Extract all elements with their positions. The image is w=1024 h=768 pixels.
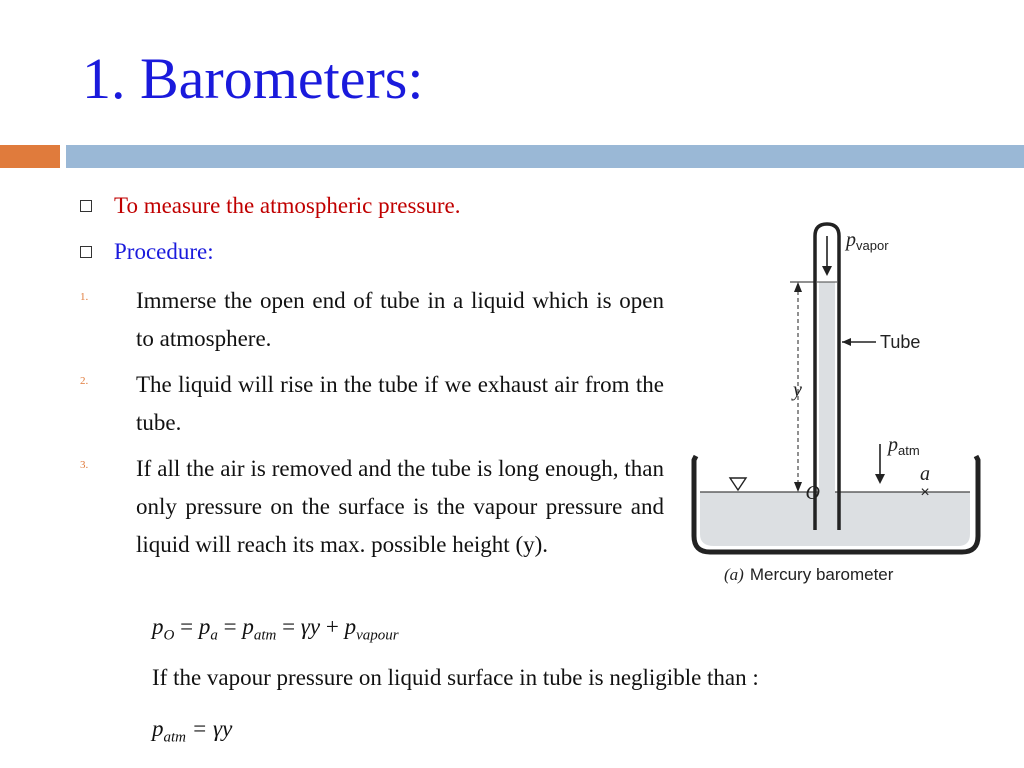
- eq-symbol: p: [152, 614, 164, 639]
- point-a-marker-icon: ×: [920, 484, 930, 501]
- height-y-label: y: [793, 379, 802, 401]
- eq-operator: =: [174, 614, 199, 639]
- point-a-label: a: [920, 463, 930, 485]
- eq-subscript: atm: [163, 729, 186, 746]
- eq-symbol: p: [242, 614, 254, 639]
- eq-symbol: p: [152, 716, 164, 741]
- arrow-head-icon: [875, 474, 885, 484]
- title-accent-bar-blue: [66, 145, 1024, 168]
- title-accent-bar-orange: [0, 145, 60, 168]
- bullet-procedure-text: Procedure:: [114, 239, 214, 264]
- eq-operator: =: [217, 614, 243, 639]
- bullet-purpose-text: To measure the atmospheric pressure.: [114, 193, 461, 218]
- procedure-step-1: [80, 282, 664, 358]
- step-text: Immerse the open end of tube in a liquid which is open to atmosphere.: [136, 288, 664, 351]
- arrow-head-icon: [794, 482, 802, 492]
- step-number: 1.: [80, 291, 89, 303]
- step-text: The liquid will rise in the tube if we exhaust air from the tube.: [136, 372, 664, 435]
- free-surface-symbol-icon: [730, 478, 746, 490]
- figure-caption: (a) Mercury barometer: [724, 565, 894, 584]
- eq-symbol: γy: [300, 614, 321, 639]
- bullet-procedure: [80, 238, 214, 266]
- pressure-equation: [152, 614, 399, 645]
- mercury-barometer-diagram: [686, 216, 982, 596]
- procedure-step-3: [80, 450, 664, 564]
- point-o-label: O: [805, 482, 820, 504]
- step-number: 3.: [80, 459, 89, 471]
- tube-mercury-column: [819, 282, 835, 530]
- arrow-head-icon: [794, 282, 802, 292]
- eq-rhs: = γy: [186, 716, 233, 741]
- bullet-square-icon: [80, 200, 92, 212]
- eq-subscript: O: [163, 627, 175, 644]
- step-text: If all the air is removed and the tube is long enough, than only pressure on the surface is the vapour pressure and liquid will reach its max. possible height (y).: [136, 456, 664, 557]
- arrow-head-icon: [842, 338, 851, 346]
- eq-operator: +: [320, 614, 345, 639]
- atm-pressure-equation: [152, 716, 232, 747]
- p-atm-label: $p_{atm}$: [888, 434, 920, 458]
- eq-symbol: p: [198, 614, 211, 639]
- eq-subscript: atm: [253, 627, 277, 644]
- p-vapor-label: $p_{vapor}$: [846, 229, 889, 253]
- eq-subscript: a: [210, 627, 218, 644]
- arrow-head-icon: [822, 266, 832, 276]
- eq-operator: =: [276, 614, 301, 639]
- procedure-step-2: [80, 366, 664, 442]
- slide-title: 1. Barometers:: [82, 46, 424, 111]
- bullet-square-icon: [80, 246, 92, 258]
- eq-symbol: p: [344, 614, 357, 639]
- step-number: 2.: [80, 375, 89, 387]
- bullet-purpose: [80, 192, 460, 220]
- eq-subscript: vapour: [356, 627, 399, 644]
- negligible-vapour-statement: If the vapour pressure on liquid surface in tube is negligible than :: [152, 665, 759, 690]
- tube-label: Tube: [880, 332, 921, 352]
